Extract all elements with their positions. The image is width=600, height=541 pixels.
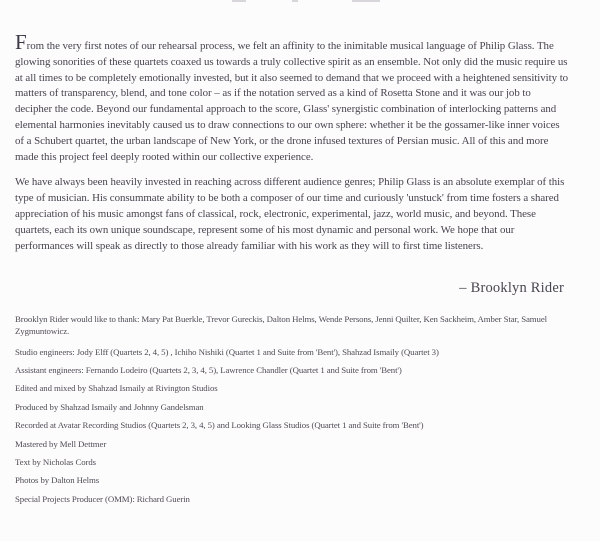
credit-produced: Produced by Shahzad Ismaily and Johnny Gandelsman — [15, 401, 204, 412]
credit-recorded: Recorded at Avatar Recording Studios (Quartets 2, 3, 4, 5) and Looking Glass Studios (Quartet 1 and Suite from 'Bent') — [15, 420, 424, 431]
credit-mastered: Mastered by Mell Dettmer — [15, 438, 107, 449]
essay — [15, 30, 570, 254]
credits — [15, 313, 585, 511]
credit-special-projects: Special Projects Producer (OMM): Richard Guerin — [15, 493, 190, 504]
essay-paragraph-2: We have always been heavily invested in reaching across different audience genres; Philip Glass is an absolute exemplar of this type of musician. His consummate ability to be both a composer of our time and curiously 'unstuck' from time fosters a shared appreciation of his music amongst fans of classical, rock, electronic, experimental, jazz, world music, and beyond. These quartets, each its own unique soundscape, represent some of his most dynamic and personal work. We hope that our performances will speak as directly to those already familiar with his work as they will to first time listeners. — [15, 176, 565, 252]
credit-edited-mixed: Edited and mixed by Shahzad Ismaily at Rivington Studios — [15, 383, 218, 394]
drop-cap: F — [15, 30, 27, 54]
credit-thanks: Brooklyn Rider would like to thank: Mary Pat Buerkle, Trevor Gureckis, Dalton Helms, Wende Persons, Jenni Quilter, Ken Sackheim, Amber Star, Samuel Zygmuntowicz. — [15, 314, 547, 337]
credit-studio-engineers: Studio engineers: Jody Elff (Quartets 2, 4, 5) , Ichiho Nishiki (Quartet 1 and Suite from 'Bent'), Shahzad Ismaily (Quartet 3) — [15, 346, 439, 357]
credit-text: Text by Nicholas Cords — [15, 456, 96, 467]
paragraph-1-text: rom the very first notes of our rehearsal process, we felt an affinity to the inimitable musical language of Philip Glass. The glowing sonorities of these quartets coaxed us towards a truly collective spirit as an ensemble. Not only did the music require us at all times to be completely emotionally invested, but it also seemed to demand that we proceed with a heightened sensitivity to matters of transparency, blend, and tone color – as if the notation served as a kind of Rosetta Stone and it was our job to decipher the code. Beyond our fundamental approach to the score, Glass' synergistic combination of interlocking patterns and elemental harmonies inevitably caused us to draw connections to our own sphere: whether it be the gossamer-like inner voices of a Schubert quartet, the urban landscape of New York, or the drone infused textures of Persian music. All of this and more made this project feel deeply rooted within our collective experience. — [15, 40, 569, 163]
signature: – Brooklyn Rider — [459, 280, 564, 296]
credit-photos: Photos by Dalton Helms — [15, 475, 100, 486]
credit-assistant-engineers: Assistant engineers: Fernando Lodeiro (Quartets 2, 3, 4, 5), Lawrence Chandler (Quartet 1 and Suite from 'Bent') — [15, 364, 402, 375]
top-edge-marks — [0, 0, 600, 6]
essay-paragraph-1 — [15, 30, 570, 165]
